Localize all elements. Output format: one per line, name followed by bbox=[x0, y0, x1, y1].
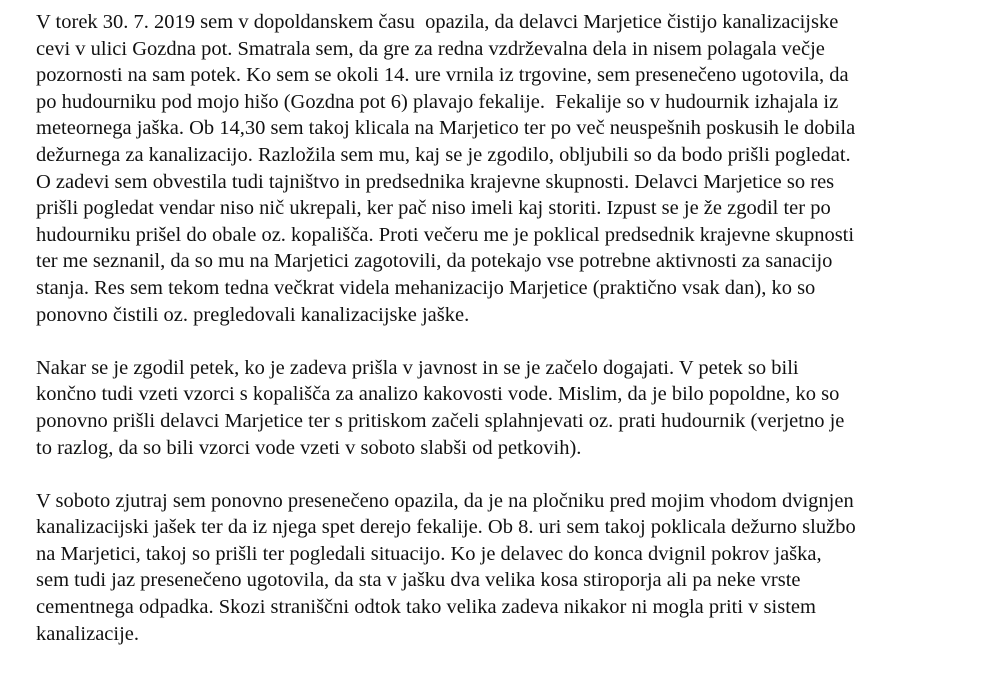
paragraph-line: hudourniku prišel do obale oz. kopališča. Proti večeru me je poklical predsednik krajevne skupnosti bbox=[36, 223, 855, 246]
paragraph-line: dežurnega za kanalizacijo. Razložila sem mu, kaj se je zgodilo, obljubili so da bodo prišli pogledat. bbox=[36, 143, 851, 166]
paragraph-line: po hudourniku pod mojo hišo (Gozdna pot 6) plavajo fekalije. Fekalije so v hudournik izhajala iz bbox=[36, 90, 839, 113]
paragraph-2 bbox=[36, 355, 996, 461]
paragraph-1 bbox=[36, 9, 996, 328]
paragraph-line: prišli pogledat vendar niso nič ukrepali, ker pač niso imeli kaj storiti. Izpust se je že zgodil ter po bbox=[36, 197, 831, 220]
paragraph-line: ter me seznanil, da so mu na Marjetici zagotovili, da potekajo vse potrebne aktivnosti za sanacijo bbox=[36, 250, 833, 273]
paragraph-line: cevi v ulici Gozdna pot. Smatrala sem, da gre za redna vzdrževalna dela in nisem polagala večje bbox=[36, 37, 825, 60]
paragraph-line: to razlog, da so bili vzorci vode vzeti v soboto slabši od petkovih). bbox=[36, 436, 582, 459]
paragraph-line: pozornosti na sam potek. Ko sem se okoli 14. ure vrnila iz trgovine, sem presenečeno ugotovila, da bbox=[36, 64, 849, 87]
paragraph-line: O zadevi sem obvestila tudi tajništvo in predsednika krajevne skupnosti. Delavci Marjetice so res bbox=[36, 170, 835, 193]
paragraph-line: meteornega jaška. Ob 14,30 sem takoj klicala na Marjetico ter po več neuspešnih poskusih le dobila bbox=[36, 117, 856, 140]
paragraph-line: končno tudi vzeti vzorci s kopališča za analizo kakovosti vode. Mislim, da je bilo popoldne, ko so bbox=[36, 383, 840, 406]
paragraph-line: ponovno čistili oz. pregledovali kanalizacijske jaške. bbox=[36, 303, 470, 326]
paragraph-line: Nakar se je zgodil petek, ko je zadeva prišla v javnost in se je začelo dogajati. V petek so bili bbox=[36, 356, 799, 379]
paragraph-line: V torek 30. 7. 2019 sem v dopoldanskem času opazila, da delavci Marjetice čistijo kanalizacijske bbox=[36, 11, 839, 33]
paragraph-line: cementnega odpadka. Skozi straniščni odtok tako velika zadeva nikakor ni mogla priti v sistem bbox=[36, 596, 816, 619]
paragraph-line: ponovno prišli delavci Marjetice ter s pritiskom začeli splahnjevati oz. prati hudournik (verjetno je bbox=[36, 409, 845, 432]
paragraph-line: V soboto zjutraj sem ponovno presenečeno opazila, da je na pločniku pred mojim vhodom dvignjen bbox=[36, 489, 854, 512]
paragraph-line: kanalizacijski jašek ter da iz njega spet derejo fekalije. Ob 8. uri sem takoj poklicala dežurno službo bbox=[36, 516, 856, 539]
paragraph-line: kanalizacije. bbox=[36, 622, 140, 645]
paragraph-line: na Marjetici, takoj so prišli ter pogledali situacijo. Ko je delavec do konca dvignil pokrov jaška, bbox=[36, 542, 822, 565]
document-text bbox=[36, 9, 996, 674]
paragraph-line: sem tudi jaz presenečeno ugotovila, da sta v jašku dva velika kosa stiroporja ali pa neke vrste bbox=[36, 569, 801, 592]
paragraph-3 bbox=[36, 488, 996, 648]
paragraph-line: stanja. Res sem tekom tedna večkrat videla mehanizacijo Marjetice (praktično vsak dan), ko so bbox=[36, 276, 816, 299]
